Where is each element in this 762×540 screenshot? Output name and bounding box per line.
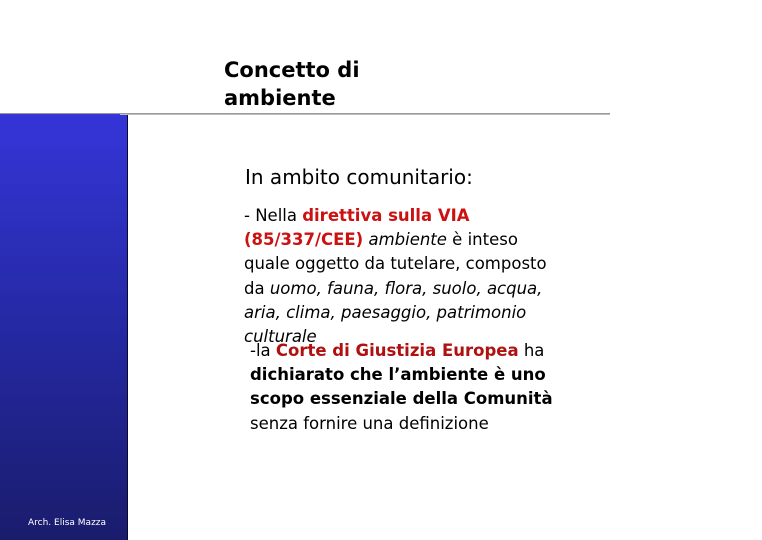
court-prefix: -la [250, 341, 276, 360]
court-statement-1: dichiarato che l’ambiente è uno [250, 365, 546, 385]
directive-number: (85/337/CEE) [244, 230, 364, 250]
author-credit: Arch. Elisa Mazza [28, 518, 107, 528]
slide-title [224, 56, 424, 112]
component-list-2: aria, clima, paesaggio, patrimonio [244, 302, 527, 322]
court-line1 [250, 339, 630, 363]
component-list-1: uomo, fauna, flora, suolo, acqua, [269, 278, 543, 298]
directive-line3: quale oggetto da tutelare, composto [244, 254, 547, 274]
sidebar-band [0, 114, 128, 540]
court-name: Corte di Giustizia Europea [275, 341, 519, 360]
court-statement-3: senza fornire una definizione [250, 413, 489, 433]
slide-title-line1: Concetto di [224, 58, 360, 82]
court-statement-2: scopo essenziale della Comunità [250, 389, 553, 409]
directive-line1 [244, 204, 624, 228]
divider-left [0, 113, 120, 114]
component-list-3: culturale [244, 327, 317, 347]
directive-prefix: - Nella [244, 206, 303, 225]
court-ha: ha [518, 341, 545, 360]
directive-line2 [244, 228, 624, 252]
term-ambiente: ambiente [368, 230, 447, 250]
directive-da: da [244, 278, 270, 298]
title-divider [120, 113, 610, 115]
slide-subtitle: In ambito comunitario: [245, 165, 473, 189]
slide-title-line2: ambiente [224, 86, 336, 110]
directive-line4 [244, 277, 624, 301]
directive-paragraph [244, 204, 624, 349]
directive-text: è inteso [446, 230, 518, 250]
directive-name: direttiva sulla VIA [302, 206, 470, 225]
court-paragraph [250, 339, 630, 436]
